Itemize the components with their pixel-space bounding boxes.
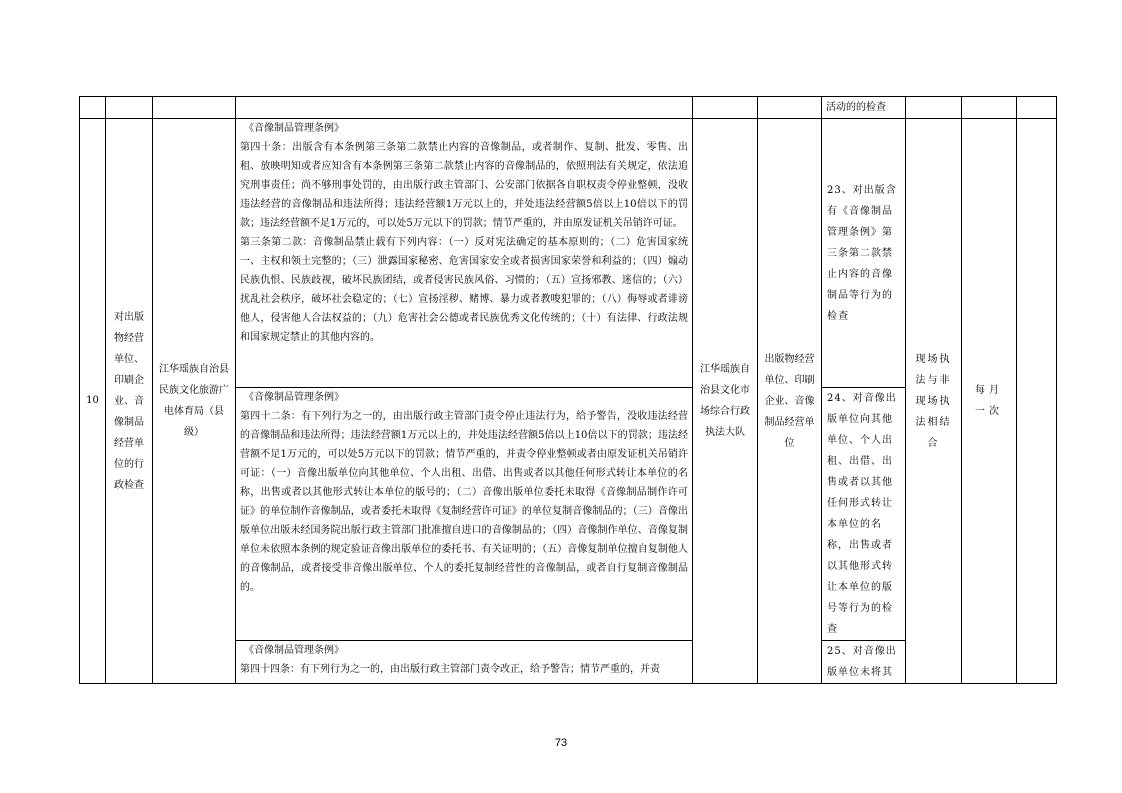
subject-cell [106, 119, 153, 684]
basis-title: 《音像制品管理条例》 [244, 123, 344, 134]
legal-basis-1 [236, 119, 693, 388]
frequency-text: 每月一次 [975, 385, 1003, 417]
basis-paragraph: 第四十二条：有下列行为之一的，由出版行政主管部门责令停止违法行为，给予警告，没收违法经营的音像制品和违法所得；违法经营额1万元以上的，并处违法经营额5倍以上10倍以下的罚款；违法经营额不足1万元的，可以处5万元以下的罚款；情节严重的，并责令停业整顿或者由原发证机关吊销许可证：（一）音像出版单位向其他单位、个人出租、出借、出售或者以其他任何形式转让本单位的名称，出售或者以其他形式转让本单位的版号的；（二）音像出版单位委托未取得《音像制品制作许可证》的单位制作音像制品，或者委托未取得《复制经营许可证》的单位复制音像制品的；（三）音像出版单位出版未经国务院出版行政主管部门批准擅自进口的音像制品的；（四）音像制作单位、音像复制单位未依照本条例的规定验证音像出版单位的委托书、有关证明的；（五）音像复制单位擅自复制他人的音像制品，或者接受非音像出版单位、个人的委托复制经营性的音像制品，或者自行复制音像制品的。 [240, 411, 688, 593]
check-item-25 [822, 641, 906, 684]
method-text: 现场执法与非现场执法相结合 [915, 353, 952, 449]
subject-text: 对出版物经营单位、印刷企业、音像制品经营单位的行政检查 [114, 311, 144, 491]
cell-empty [80, 97, 106, 119]
cell-empty [962, 97, 1017, 119]
method-cell [906, 119, 962, 684]
check-item-24 [822, 388, 906, 641]
cell-empty [1017, 119, 1057, 684]
department-cell [153, 119, 236, 684]
legal-basis-3 [236, 641, 693, 684]
cell-empty [236, 97, 693, 119]
frequency-cell [962, 119, 1017, 684]
cell-empty [106, 97, 153, 119]
enforcer-text: 江华瑶族自治县文化市场综合行政执法大队 [700, 364, 750, 438]
enforcer-cell [693, 119, 758, 684]
target-text: 出版物经营单位、印刷企业、音像制品经营单位 [764, 353, 815, 449]
item-tail: 活动的的检查 [822, 97, 906, 119]
cell-empty [693, 97, 758, 119]
check-item-text: 23、对出版含有《音像制品管理条例》第三条第二款禁止内容的音像制品等行为的检查 [827, 184, 897, 322]
check-item-text: 25、对音像出版单位未将其 [827, 646, 897, 678]
cell-empty [153, 97, 236, 119]
continuation-row [80, 97, 1057, 119]
check-item-23 [822, 119, 906, 388]
cell-empty [758, 97, 822, 119]
check-item-text: 24、对音像出版单位向其他单位、个人出租、出借、出售或者以其他任何形式转让本单位的名称，出售或者以其他形式转让本单位的版号等行为的检查 [827, 393, 897, 635]
basis-paragraph: 第四十条：出版含有本条例第三条第二款禁止内容的音像制品，或者制作、复制、批发、零售、出租、放映明知或者应知含有本条例第三条第二款禁止内容的音像制品的，依照刑法有关规定，依法追究刑事责任；尚不够刑事处罚的，由出版行政主管部门、公安部门依据各自职权责令停业整顿，没收违法经营的音像制品和违法所得；违法经营额1万元以上的，并处违法经营额5倍以上10倍以下的罚款；违法经营额不足1万元的，可以处5万元以下的罚款；情节严重的，并由原发证机关吊销许可证。 [240, 142, 688, 229]
basis-title: 《音像制品管理条例》 [244, 645, 344, 656]
department-text: 江华瑶族自治县民族文化旅游广电体育局（县级） [159, 364, 229, 438]
row-10-block-1 [80, 119, 1057, 388]
inspection-table [79, 96, 1057, 684]
row-index: 10 [80, 119, 106, 684]
cell-empty [1017, 97, 1057, 119]
basis-title: 《音像制品管理条例》 [244, 392, 344, 403]
target-cell [758, 119, 822, 684]
cell-empty [906, 97, 962, 119]
legal-basis-2 [236, 388, 693, 641]
basis-paragraph: 第四十四条：有下列行为之一的，由出版行政主管部门责令改正，给予警告；情节严重的，并责 [240, 664, 660, 675]
basis-paragraph: 第三条第二款：音像制品禁止载有下列内容：（一）反对宪法确定的基本原则的；（二）危害国家统一、主权和领土完整的；（三）泄露国家秘密、危害国家安全或者损害国家荣誉和利益的；（四）煽动民族仇恨、民族歧视，破坏民族团结，或者侵害民族风俗、习惯的；（五）宣扬邪教、迷信的；（六）扰乱社会秩序，破坏社会稳定的；（七）宣扬淫秽、赌博、暴力或者教唆犯罪的；（八）侮辱或者诽谤他人，侵害他人合法权益的；（九）危害社会公德或者民族优秀文化传统的；（十）有法律、行政法规和国家规定禁止的其他内容的。 [240, 237, 688, 343]
page-number: 73 [554, 737, 568, 749]
